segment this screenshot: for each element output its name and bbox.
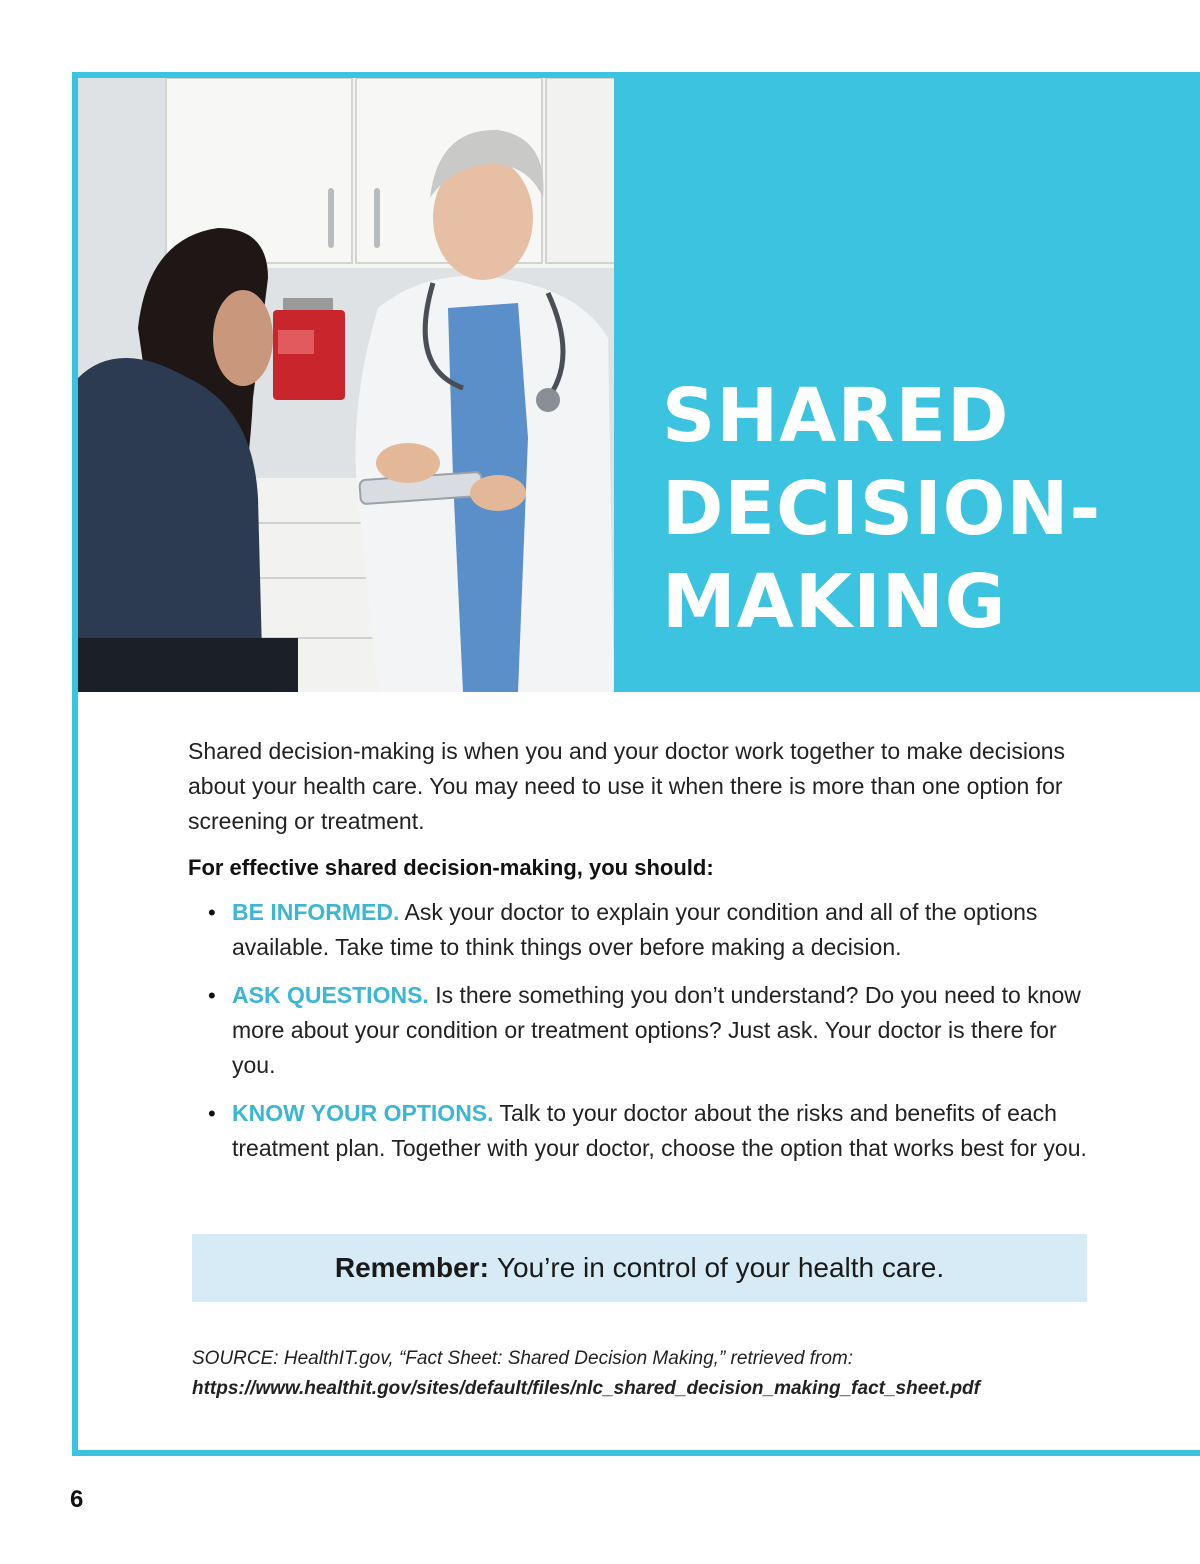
callout-text: You’re in control of your health care.: [496, 1252, 945, 1283]
intro-paragraph: Shared decision-making is when you and your doctor work together to make decisions about your health care. You may need to use it when there is more than one option for screening or treatment.: [188, 738, 1066, 834]
source-citation: [192, 1344, 1072, 1404]
bullet-text: Talk to your doctor about the risks and benefits of each treatment plan. Together with your doctor, choose the option that works best for you.: [232, 1100, 1087, 1161]
title-panel: [614, 78, 1200, 692]
callout-label: Remember:: [334, 1252, 489, 1283]
source-link[interactable]: https://www.healthit.gov/sites/default/files/nlc_shared_decision_making_fact_sheet.pdf: [192, 1378, 980, 1399]
tips-list: [188, 895, 1088, 1166]
bullet-icon: •: [208, 1101, 216, 1126]
source-prefix: SOURCE: HealthIT.gov, “Fact Sheet: Shared Decision Making,” retrieved from:: [192, 1348, 854, 1369]
bullet-keyword: KNOW YOUR OPTIONS.: [232, 1100, 494, 1126]
list-lead-in: For effective shared decision-making, you should:: [188, 855, 714, 880]
bullet-keyword: BE INFORMED.: [232, 899, 400, 925]
list-item: [188, 895, 1088, 965]
page-number: 6: [70, 1486, 84, 1513]
list-item: [188, 978, 1088, 1083]
doctor-patient-photo: [78, 78, 614, 692]
page-title: [662, 370, 1101, 649]
bullet-icon: •: [208, 983, 216, 1008]
bullet-text: Is there something you don’t understand? Do you need to know more about your condition or treatment options? Just ask. Your doctor is there for you.: [232, 982, 1081, 1078]
bullet-icon: •: [208, 900, 216, 925]
title-line: MAKING: [662, 559, 1007, 645]
bullet-keyword: ASK QUESTIONS.: [232, 982, 429, 1008]
hero-banner: [78, 78, 1200, 692]
title-line: DECISION-: [662, 466, 1102, 552]
remember-callout: [192, 1234, 1087, 1302]
bullet-text: Ask your doctor to explain your condition and all of the options available. Take time to think things over before making a decision.: [232, 899, 1038, 960]
title-line: SHARED: [662, 373, 1010, 459]
main-content: [188, 734, 1088, 1179]
list-item: [188, 1096, 1088, 1166]
